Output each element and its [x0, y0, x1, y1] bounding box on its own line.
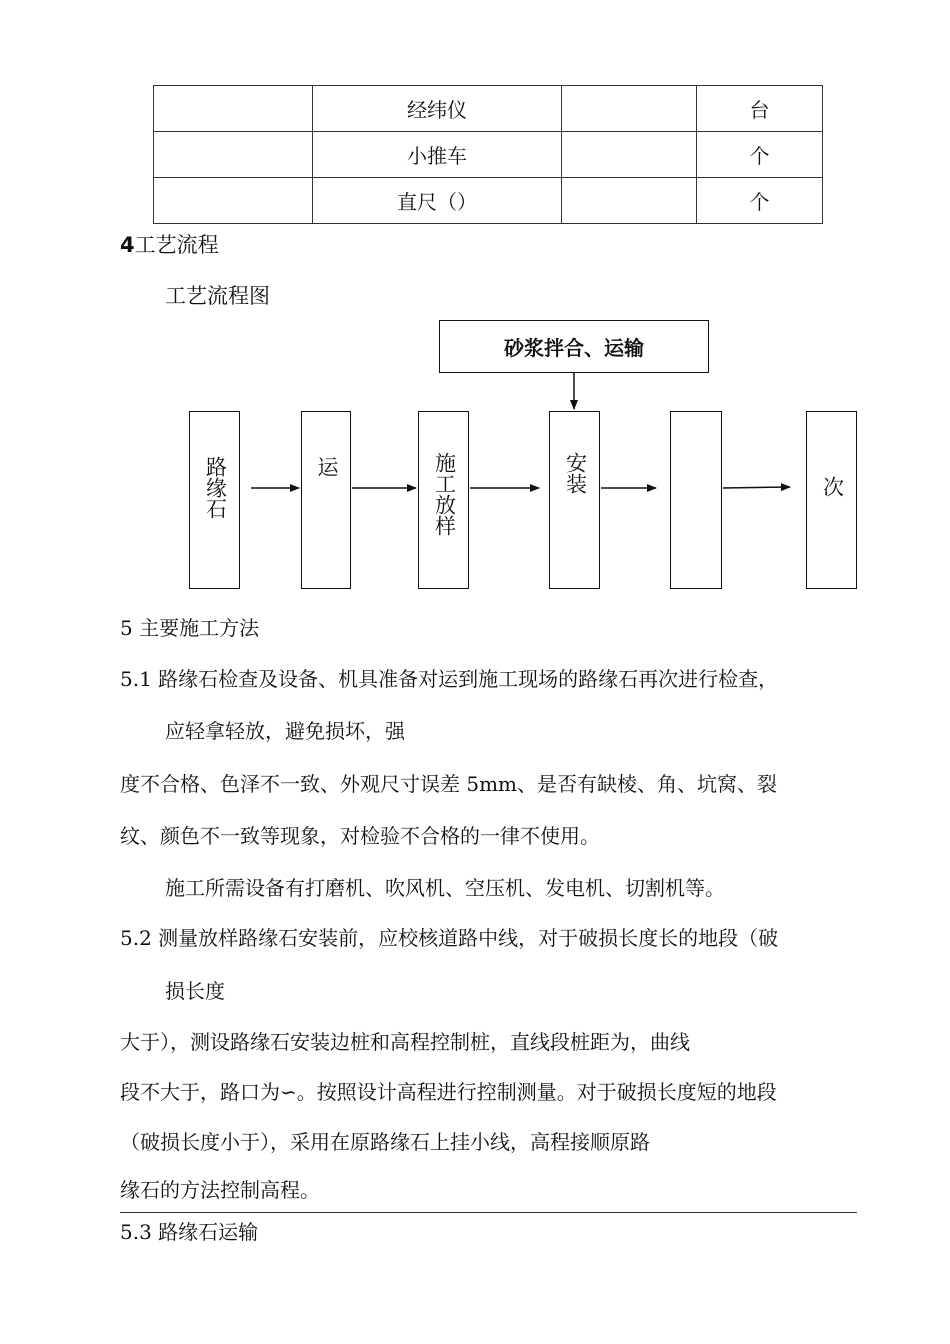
section-divider	[120, 1212, 857, 1213]
flow-step-label: 安装	[563, 452, 588, 494]
table-cell-unit: 台	[697, 86, 823, 132]
section-5-heading: 5 主要施工方法	[120, 616, 260, 640]
table-cell-name: 直尺（）	[313, 178, 562, 224]
paragraph-5-2-line1: 5.2 测量放样路缘石安装前，应校核道路中线，对于破损长度长的地段（破	[120, 926, 779, 950]
flow-step-label: 次	[820, 476, 845, 497]
section-4-number: 4	[120, 233, 135, 257]
flow-step-label: 施工放样	[432, 452, 457, 536]
paragraph-5-2-line5: （破损长度小于），采用在原路缘石上挂小线，高程接顺原路	[120, 1130, 650, 1154]
section-5-3-heading: 5.3 路缘石运输	[120, 1220, 259, 1244]
flow-arrows	[0, 0, 950, 620]
table-cell-unit: 个	[697, 178, 823, 224]
flow-step-label: 运	[315, 456, 339, 477]
paragraph-5-2-line6: 缘石的方法控制高程。	[120, 1178, 320, 1202]
paragraph-5-2-line4: 段不大于，路口为∽。按照设计高程进行控制测量。对于破损长度短的地段	[120, 1080, 777, 1104]
table-cell-name: 小推车	[313, 132, 562, 178]
paragraph-5-1-line4: 纹、颜色不一致等现象，对检验不合格的一律不使用。	[120, 824, 600, 848]
flow-box-mortar: 砂浆拌合、运输	[439, 320, 709, 373]
table-cell-unit: 个	[697, 132, 823, 178]
section-4-title: 工艺流程	[134, 233, 219, 257]
paragraph-5-2-line3: 大于），测设路缘石安装边桩和高程控制桩，直线段桩距为，曲线	[120, 1030, 690, 1054]
paragraph-equipment: 施工所需设备有打磨机、吹风机、空压机、发电机、切割机等。	[165, 876, 725, 900]
flow-step-label: 路缘石	[203, 456, 228, 519]
arrow-5	[723, 487, 790, 488]
flowchart-caption: 工艺流程图	[165, 284, 270, 308]
paragraph-5-2-line2: 损长度	[165, 979, 225, 1003]
table-cell-name: 经纬仪	[313, 86, 562, 132]
paragraph-5-1-line1: 5.1 路缘石检查及设备、机具准备对运到施工现场的路缘石再次进行检查，	[120, 667, 779, 691]
paragraph-5-1-line2: 应轻拿轻放，避免损坏，强	[165, 719, 405, 743]
paragraph-5-1-line3: 度不合格、色泽不一致、外观尺寸误差 5mm、是否有缺棱、角、坑窝、裂	[120, 772, 778, 796]
